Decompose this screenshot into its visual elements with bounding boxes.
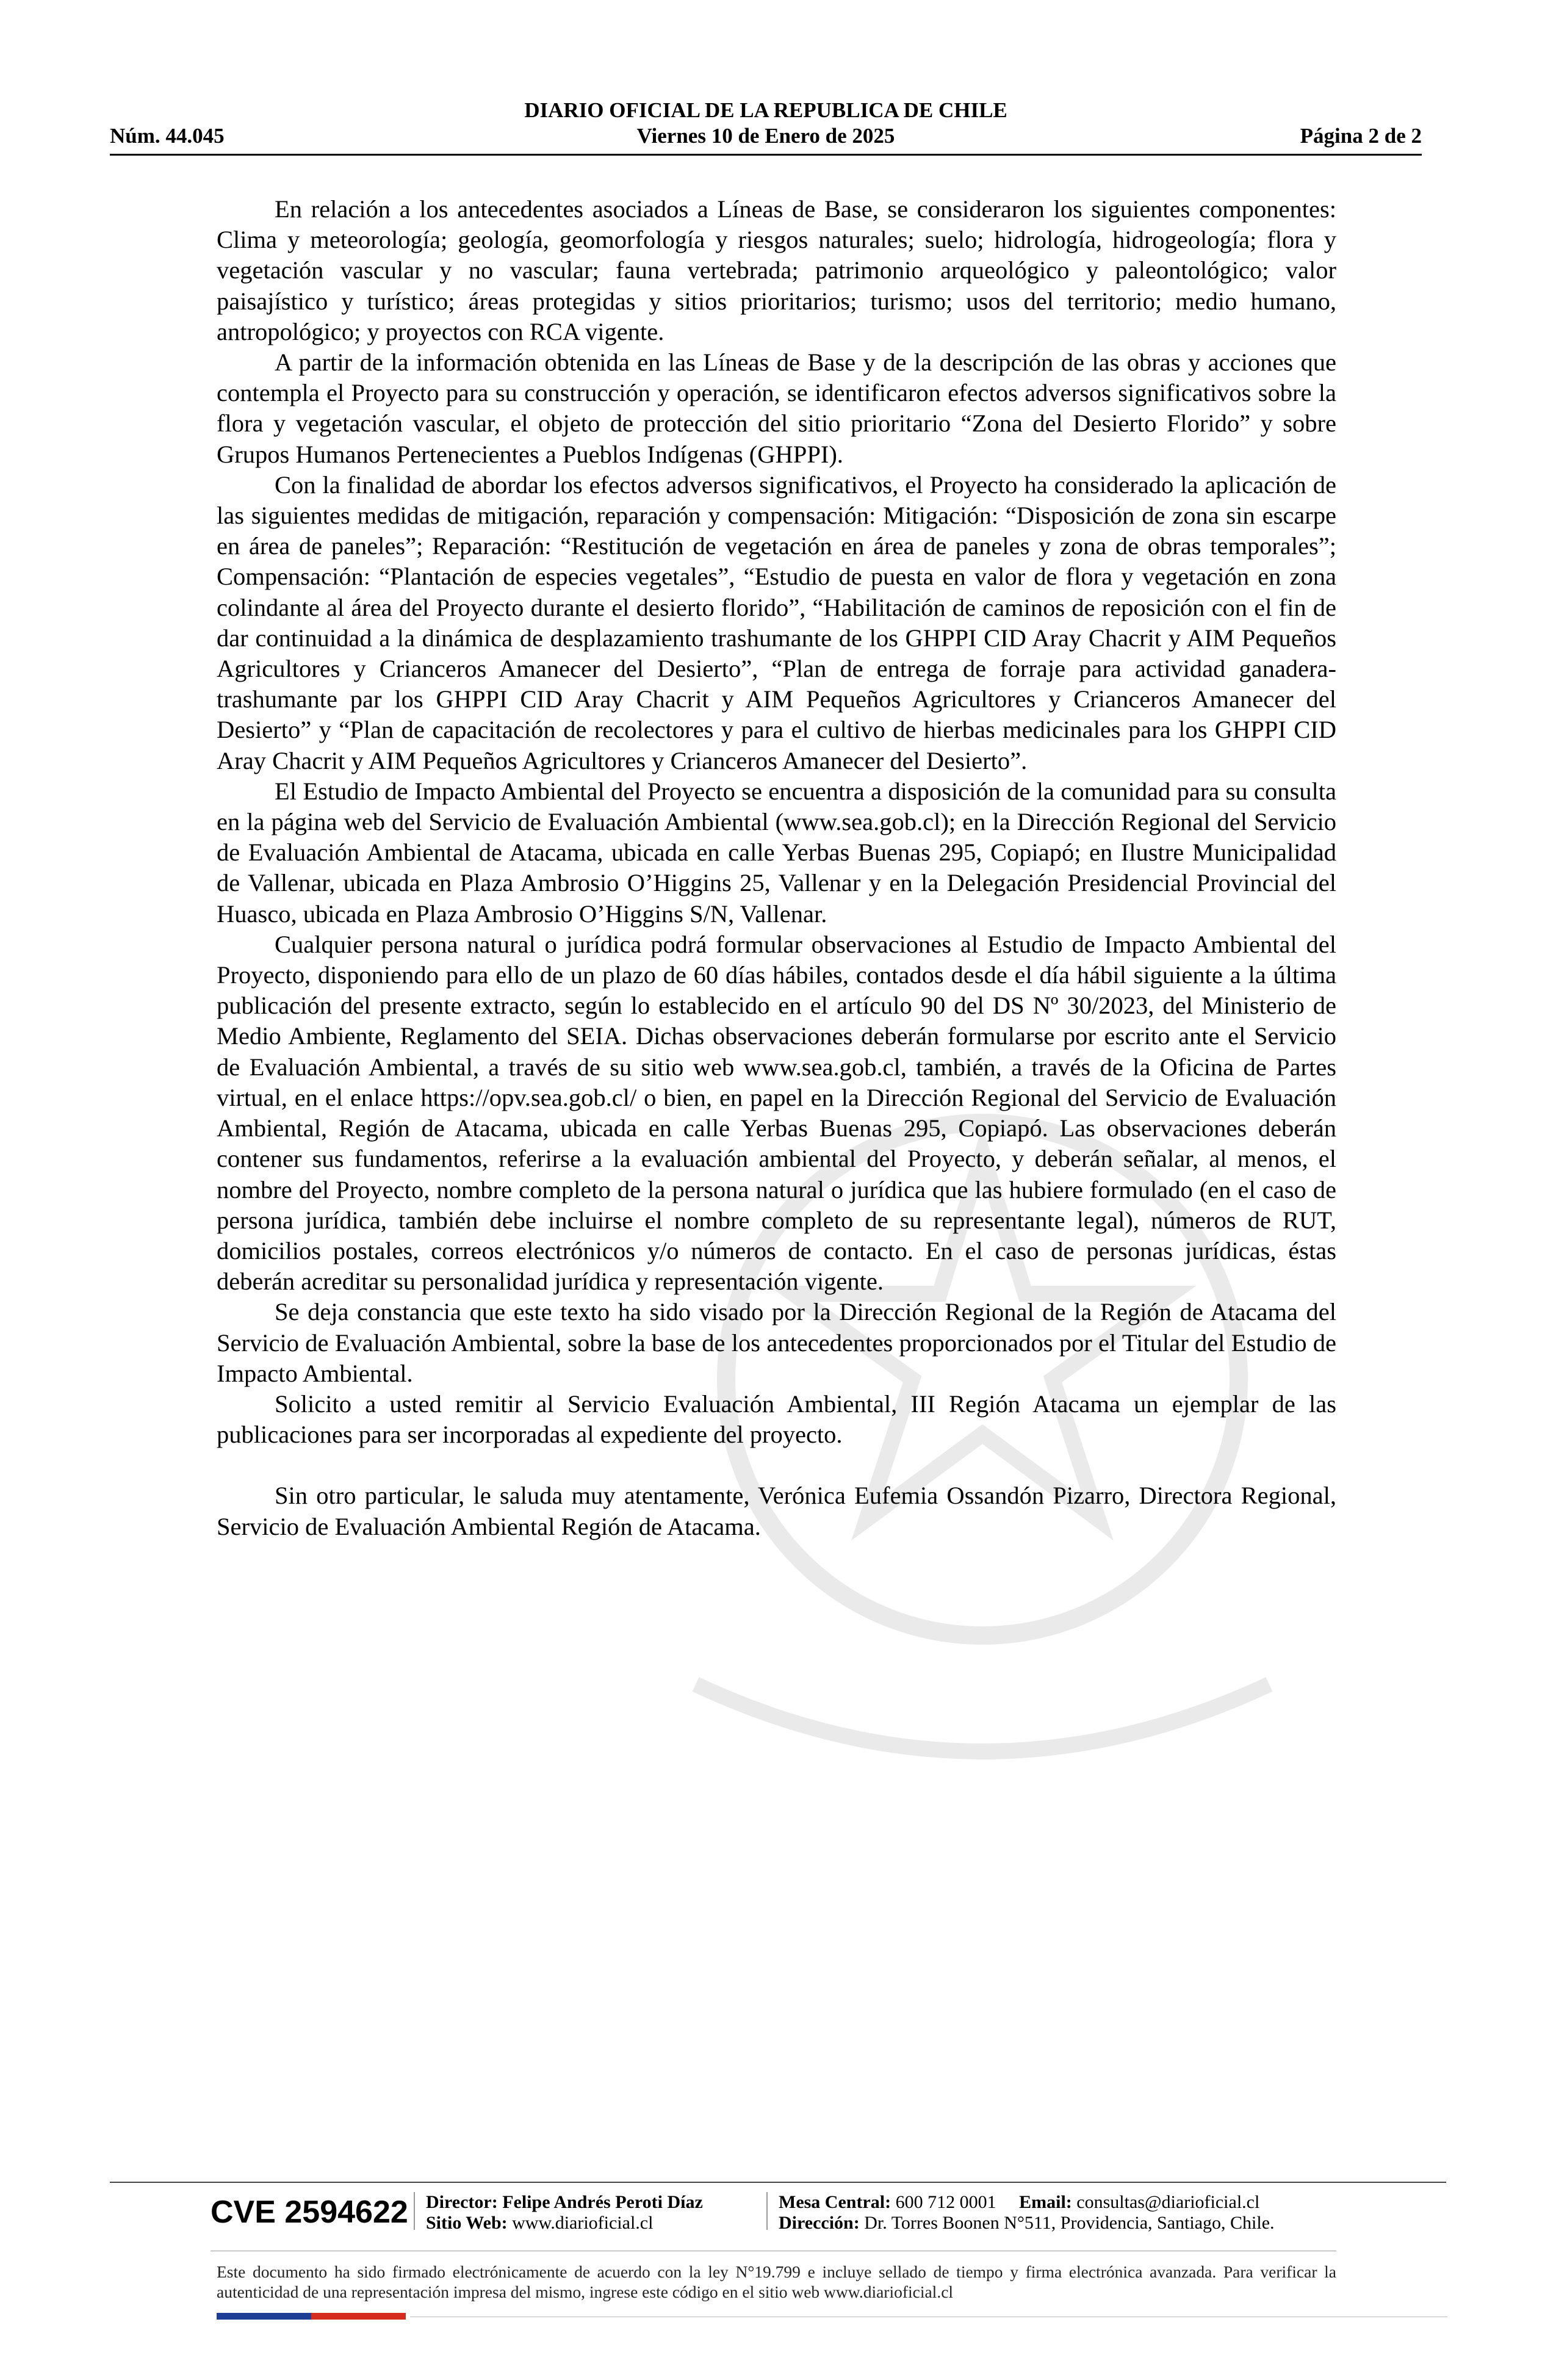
paragraph-request: Solicito a usted remitir al Servicio Evaluación Ambiental, III Región Atacama un ejemplar de las publicaciones para ser incorporadas al expediente del proyecto. xyxy=(217,1390,1336,1449)
email-link[interactable]: consultas@diarioficial.cl xyxy=(1076,2192,1260,2212)
address-value: Dr. Torres Boonen N°511, Providencia, Santiago, Chile. xyxy=(864,2213,1275,2233)
footer-separator xyxy=(414,2192,415,2230)
footer-contact-block xyxy=(779,2192,1275,2234)
email-label: Email: xyxy=(1019,2192,1072,2212)
web-label: Sitio Web: xyxy=(426,2213,508,2233)
page-number: Página 2 de 2 xyxy=(1300,124,1422,148)
flag-color-bar xyxy=(217,2313,406,2320)
paragraph-measures: Con la finalidad de abordar los efectos adversos significativos, el Proyecto ha considerado la aplicación de las siguientes medidas de mitigación, reparación y compensación: Mitigación: “Disposición de zona sin escarpe en área de paneles”; Reparación: “Restitución de vegetación en área de paneles y zona de obras temporales”; Compensación: “Plantación de especies vegetales”, “Estudio de puesta en valor de flora y vegetación en zona colindante al área del Proyecto durante el desierto florido”, “Habilitación de caminos de reposición con el fin de dar continuidad a la dinámica de desplazamiento trashumante de los GHPPI CID Aray Chacrit y AIM Pequeños Agricultores y Crianceros Amanecer del Desierto”, “Plan de entrega de forraje para actividad ganadera-trashumante par los GHPPI CID Aray Chacrit y AIM Pequeños Agricultores y Crianceros Amanecer del Desierto” y “Plan de capacitación de recolectores y para el cultivo de hierbas medicinales para los GHPPI CID Aray Chacrit y AIM Pequeños Agricultores y Crianceros Amanecer del Desierto”. xyxy=(217,471,1336,774)
cve-code: CVE 2594622 xyxy=(211,2194,408,2230)
paragraph-observations: Cualquier persona natural o jurídica podrá formular observaciones al Estudio de Impacto Ambiental del Proyecto, disponiendo para ello de un plazo de 60 días hábiles, contados desde el día hábil siguiente a la última publicación del presente extracto, según lo establecido en el artículo 90 del DS Nº 30/2023, del Ministerio de Medio Ambiente, Reglamento del SEIA. Dichas observaciones deberán formularse por escrito ante el Servicio de Evaluación Ambiental, a través de su sitio web www.sea.gob.cl, también, a través de la Oficina de Partes virtual, en el enlace https://opv.sea.gob.cl/ o bien, en papel en la Dirección Regional del Servicio de Evaluación Ambiental, Región de Atacama, ubicada en calle Yerbas Buenas 295, Copiapó. Las observaciones deberán contener sus fundamentos, referirse a la evaluación ambiental del Proyecto, y deberán señalar, al menos, el nombre del Proyecto, nombre completo de la persona natural o jurídica que las hubiere formulado (en el caso de persona jurídica, también debe incluirse el nombre completo de su representante legal), números de RUT, domicilios postales, correos electrónicos y/o números de contacto. En el caso de personas jurídicas, éstas deberán acreditar su personalidad jurídica y representación vigente. xyxy=(217,930,1336,1296)
footer-divider xyxy=(110,2182,1446,2183)
director-name: Felipe Andrés Peroti Díaz xyxy=(502,2192,703,2212)
page-header xyxy=(110,98,1422,156)
issue-date: Viernes 10 de Enero de 2025 xyxy=(636,124,895,148)
flag-blue-segment xyxy=(217,2313,311,2320)
director-label: Director: xyxy=(426,2192,498,2212)
flag-red-segment xyxy=(311,2313,406,2320)
footer-director-block xyxy=(426,2192,703,2234)
newspaper-title: DIARIO OFICIAL DE LA REPUBLICA DE CHILE xyxy=(524,98,1007,122)
paragraph-signature: Sin otro particular, le saluda muy atentamente, Verónica Eufemia Ossandón Pizarro, Directora Regional, Servicio de Evaluación Ambiental Región de Atacama. xyxy=(217,1482,1336,1540)
issue-number: Núm. 44.045 xyxy=(110,124,225,148)
paragraph-availability: El Estudio de Impacto Ambiental del Proyecto se encuentra a disposición de la comunidad para su consulta en la página web del Servicio de Evaluación Ambiental (www.sea.gob.cl); en la Dirección Regional del Servicio de Evaluación Ambiental de Atacama, ubicada en calle Yerbas Buenas 295, Copiapó; en Ilustre Municipalidad de Vallenar, ubicada en Plaza Ambrosio O’Higgins 25, Vallenar y en la Delegación Presidencial Provincial del Huasco, ubicada en Plaza Ambrosio O’Higgins S/N, Vallenar. xyxy=(217,777,1336,928)
mesa-label: Mesa Central: xyxy=(779,2192,891,2212)
legal-notice: Este documento ha sido firmado electrónicamente de acuerdo con la ley N°19.799 e incluye sellado de tiempo y firma electrónica avanzada. Para verificar la autenticidad de una representación impresa del mismo, ingrese este código en el sitio web www.diarioficial.cl xyxy=(217,2262,1336,2301)
address-label: Dirección: xyxy=(779,2213,860,2233)
footer-separator xyxy=(766,2192,768,2230)
article-body xyxy=(217,194,1336,1542)
mesa-phone: 600 712 0001 xyxy=(895,2192,996,2212)
paragraph-visado: Se deja constancia que este texto ha sido visado por la Dirección Regional de la Región de Atacama del Servicio de Evaluación Ambiental, sobre la base de los antecedentes proporcionados por el Titular del Estudio de Impacto Ambiental. xyxy=(217,1298,1336,1387)
paragraph-effects: A partir de la información obtenida en las Líneas de Base y de la descripción de las obras y acciones que contempla el Proyecto para su construcción y operación, se identificaron efectos adversos significativos sobre la flora y vegetación vascular, el objeto de protección del sitio prioritario “Zona del Desierto Florido” y sobre Grupos Humanos Pertenecientes a Pueblos Indígenas (GHPPI). xyxy=(217,348,1336,468)
paragraph-baselines: En relación a los antecedentes asociados a Líneas de Base, se consideraron los siguientes componentes: Clima y meteorología; geología, geomorfología y riesgos naturales; suelo; hidrología, hidrogeología; flora y vegetación vascular y no vascular; fauna vertebrada; patrimonio arqueológico y paleontológico; valor paisajístico y turístico; áreas protegidas y sitios prioritarios; turismo; usos del territorio; medio humano, antropológico; y proyectos con RCA vigente. xyxy=(217,195,1336,345)
web-link[interactable]: www.diarioficial.cl xyxy=(512,2213,654,2233)
